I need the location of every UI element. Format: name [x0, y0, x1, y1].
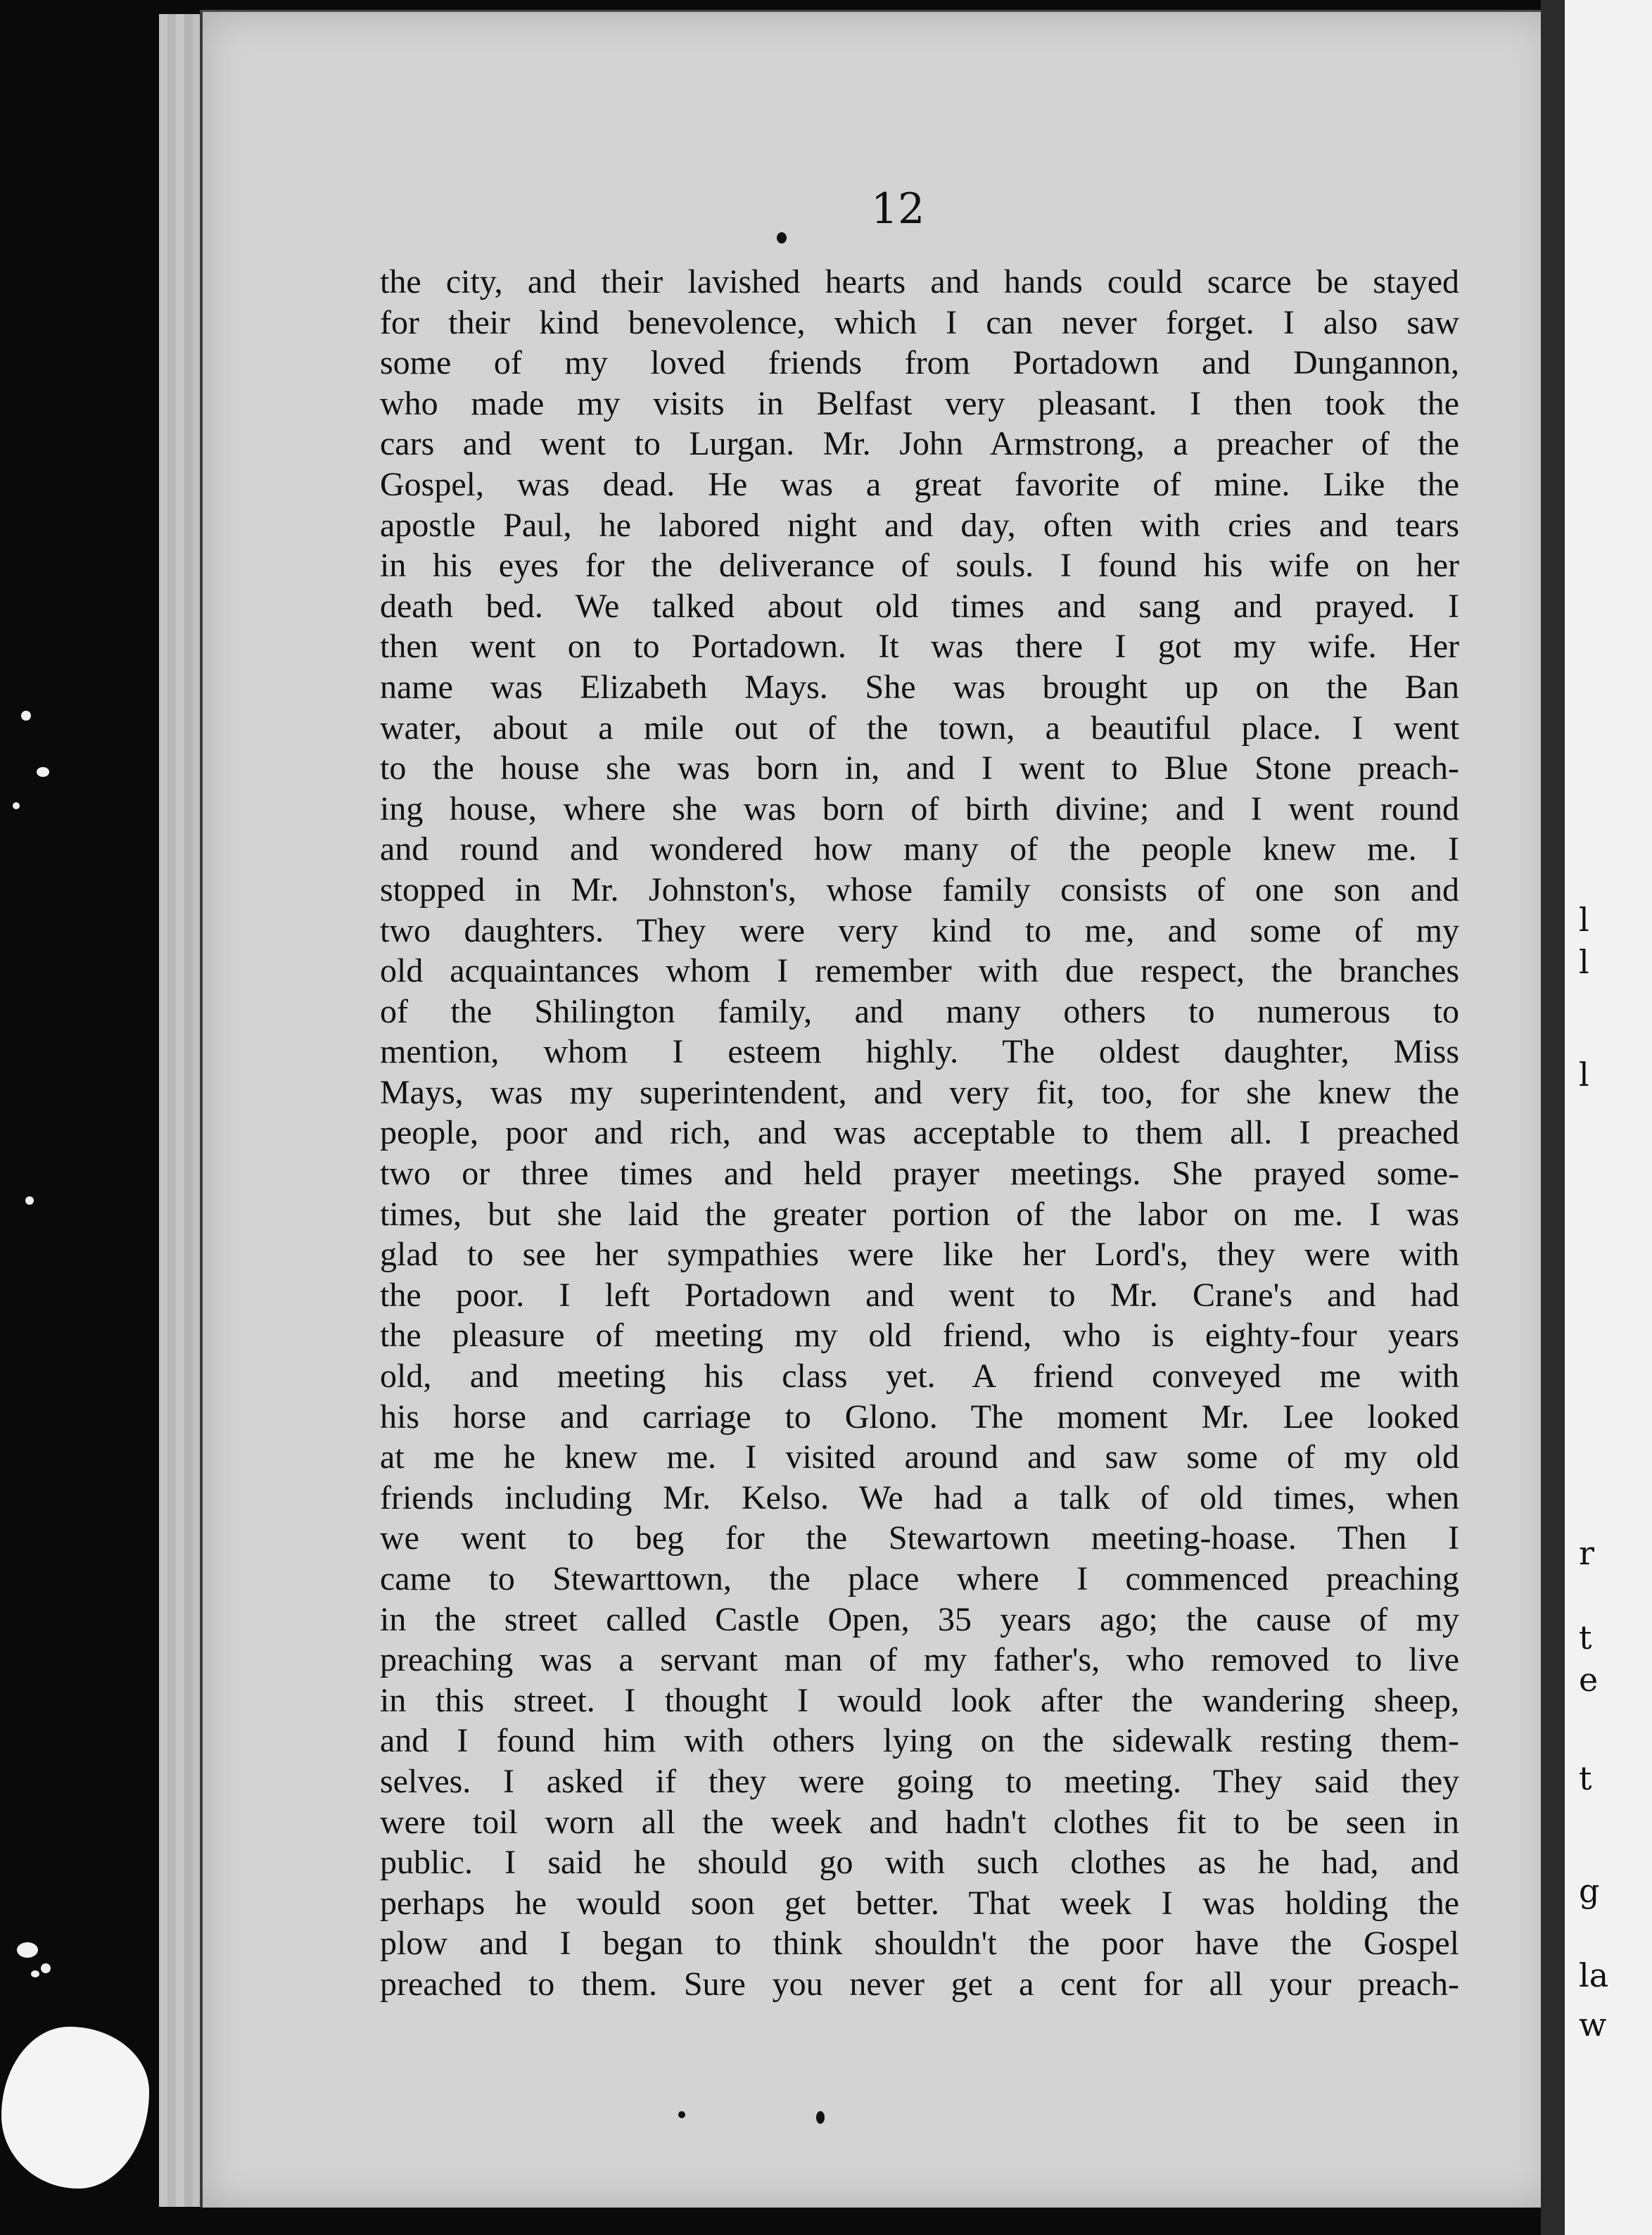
text-line: in his eyes for the deliverance of souls. I found his wife on her — [380, 547, 1459, 585]
text-line: old, and meeting his class yet. A friend conveyed me with — [380, 1357, 1459, 1395]
text-line: then went on to Portadown. It was there I got my wife. Her — [380, 628, 1459, 666]
text-line: and round and wondered how many of the people knew me. I — [380, 830, 1459, 868]
scan-speck — [25, 1196, 34, 1205]
facing-page-fragment: g — [1579, 1872, 1600, 1910]
text-line: cars and went to Lurgan. Mr. John Armstrong, a preacher of the — [380, 425, 1459, 463]
text-line: at me he knew me. I visited around and saw some of my old — [380, 1438, 1459, 1476]
text-line: mention, whom I esteem highly. The oldest daughter, Miss — [380, 1033, 1459, 1071]
text-line: some of my loved friends from Portadown and Dungannon, — [380, 344, 1459, 382]
text-line: we went to beg for the Stewartown meeting-hoase. Then I — [380, 1519, 1459, 1557]
text-line: his horse and carriage to Glono. The moment Mr. Lee looked — [380, 1398, 1459, 1436]
text-line: came to Stewarttown, the place where I commenced preaching — [380, 1560, 1459, 1597]
scan-speck — [17, 1942, 38, 1958]
scan-speck — [21, 711, 31, 721]
text-line: Mays, was my superintendent, and very fit, too, for she knew the — [380, 1073, 1459, 1111]
text-line: were toil worn all the week and hadn't clothes fit to be seen in — [380, 1803, 1459, 1841]
page-body-text — [380, 262, 1459, 2005]
text-line: selves. I asked if they were going to meeting. They said they — [380, 1762, 1459, 1800]
scan-speck — [41, 1963, 51, 1973]
facing-page-fragment: l — [1579, 1056, 1589, 1094]
text-line: of the Shilington family, and many others to numerous to — [380, 992, 1459, 1030]
scan-speck — [37, 767, 49, 777]
text-line: name was Elizabeth Mays. She was brought up on the Ban — [380, 668, 1459, 706]
facing-page-fragment: l — [1579, 901, 1589, 939]
scan-speck — [13, 802, 20, 809]
text-line: preached to them. Sure you never get a cent for all your preach- — [380, 1965, 1459, 2003]
text-line: death bed. We talked about old times and sang and prayed. I — [380, 587, 1459, 625]
text-line: two daughters. They were very kind to me, and some of my — [380, 911, 1459, 949]
text-line: two or three times and held prayer meetings. She prayed some- — [380, 1155, 1459, 1193]
text-line: and I found him with others lying on the sidewalk resting them- — [380, 1722, 1459, 1760]
ink-speck — [816, 2111, 825, 2124]
text-line: times, but she laid the greater portion of the labor on me. I was — [380, 1195, 1459, 1233]
scan-blemish — [1, 2027, 149, 2189]
next-page-edge — [1565, 0, 1652, 2235]
text-line: in this street. I thought I would look after the wandering sheep, — [380, 1681, 1459, 1719]
facing-page-fragment: e — [1579, 1661, 1599, 1699]
text-line: who made my visits in Belfast very pleasant. I then took the — [380, 384, 1459, 422]
text-line: Gospel, was dead. He was a great favorite of mine. Like the — [380, 465, 1459, 503]
facing-page-fragment: w — [1579, 2006, 1607, 2044]
text-line: public. I said he should go with such clothes as he had, and — [380, 1844, 1459, 1882]
text-line: preaching was a servant man of my father's, who removed to live — [380, 1641, 1459, 1679]
facing-page-fragment: r — [1579, 1534, 1594, 1572]
ink-speck — [777, 232, 787, 243]
ink-speck — [678, 2111, 685, 2118]
page-number: 12 — [871, 184, 925, 234]
text-line: the pleasure of meeting my old friend, who is eighty-four years — [380, 1317, 1459, 1355]
facing-page-fragment: t — [1579, 1759, 1592, 1797]
text-line: friends including Mr. Kelso. We had a talk of old times, when — [380, 1479, 1459, 1517]
text-line: old acquaintances whom I remember with due respect, the branches — [380, 952, 1459, 990]
text-line: the city, and their lavished hearts and hands could scarce be stayed — [380, 263, 1459, 300]
text-line: stopped in Mr. Johnston's, whose family consists of one son and — [380, 870, 1459, 908]
text-line: in the street called Castle Open, 35 years ago; the cause of my — [380, 1600, 1459, 1638]
text-line: the poor. I left Portadown and went to Mr. Crane's and had — [380, 1276, 1459, 1314]
text-line: plow and I began to think shouldn't the poor have the Gospel — [380, 1925, 1459, 1963]
text-line: glad to see her sympathies were like her Lord's, they were with — [380, 1236, 1459, 1274]
text-line: water, about a mile out of the town, a beautiful place. I went — [380, 709, 1459, 747]
facing-page-fragment: la — [1579, 1956, 1609, 1994]
scan-speck — [31, 1970, 39, 1977]
text-line: for their kind benevolence, which I can never forget. I also saw — [380, 303, 1459, 341]
text-line: people, poor and rich, and was acceptable to them all. I preached — [380, 1114, 1459, 1152]
facing-page-fragment: l — [1579, 943, 1589, 981]
gutter — [1541, 0, 1565, 2235]
text-line: apostle Paul, he labored night and day, often with cries and tears — [380, 506, 1459, 544]
facing-page-fragment: t — [1579, 1619, 1592, 1657]
text-line: ing house, where she was born of birth divine; and I went round — [380, 790, 1459, 828]
text-line: to the house she was born in, and I went to Blue Stone preach- — [380, 749, 1459, 787]
text-line: perhaps he would soon get better. That week I was holding the — [380, 1884, 1459, 1922]
